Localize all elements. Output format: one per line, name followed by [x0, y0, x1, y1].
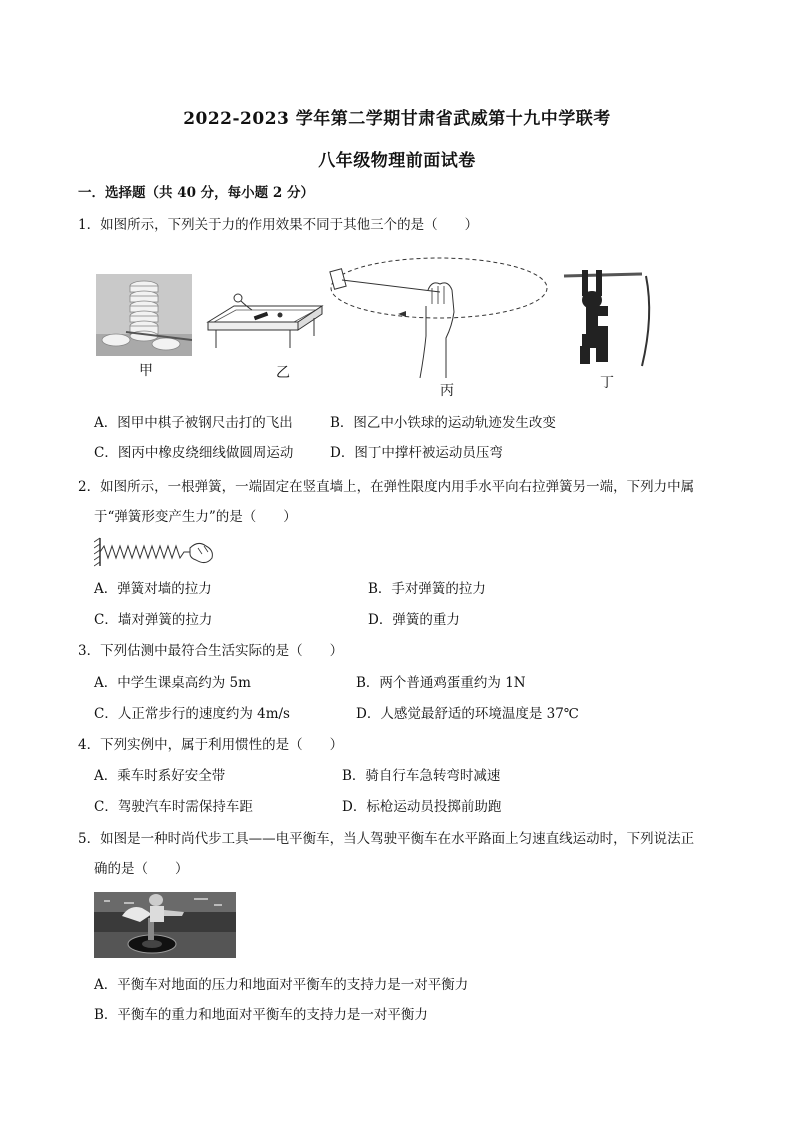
section-heading: 一．选择题（共 40 分，每小题 2 分）: [78, 185, 314, 201]
q1-stem: 1．如图所示，下列关于力的作用效果不同于其他三个的是（ ）: [78, 217, 479, 233]
q3-option-a[interactable]: A．中学生课桌高约为 5m: [94, 675, 251, 691]
q1-option-d[interactable]: D．图丁中撑杆被运动员压弯: [330, 445, 503, 461]
q5-option-a[interactable]: A．平衡车对地面的压力和地面对平衡车的支持力是一对平衡力: [94, 977, 469, 993]
q2-option-d[interactable]: D．弹簧的重力: [368, 612, 460, 628]
q5-stem-line1: 5．如图是一种时尚代步工具——电平衡车，当人驾驶平衡车在水平路面上匀速直线运动时，下列说法正: [78, 831, 695, 847]
q5-figure-balance-car: [94, 892, 236, 958]
q1-label-bing: 丙: [440, 383, 454, 399]
q1-label-yi: 乙: [276, 365, 290, 381]
q4-stem: 4．下列实例中，属于利用惯性的是（ ）: [78, 737, 344, 753]
q1-figure-jia: [96, 274, 192, 356]
q1-option-c[interactable]: C．图丙中橡皮绕细线做圆周运动: [94, 445, 294, 461]
q2-option-a[interactable]: A．弹簧对墙的拉力: [94, 581, 212, 597]
q4-option-c[interactable]: C．驾驶汽车时需保持车距: [94, 799, 253, 815]
q1-figure-yi: [206, 292, 324, 354]
q3-option-c[interactable]: C．人正常步行的速度约为 4m/s: [94, 706, 290, 722]
q3-option-b[interactable]: B．两个普通鸡蛋重约为 1N: [356, 675, 526, 691]
q2-option-c[interactable]: C．墙对弹簧的拉力: [94, 612, 213, 628]
q5-stem-line2: 确的是（ ）: [94, 861, 189, 877]
exam-title: 2022-2023 学年第二学期甘肃省武威第十九中学联考: [183, 109, 611, 129]
q2-stem-line2: 于“弹簧形变产生力”的是（ ）: [94, 509, 297, 525]
q1-label-ding: 丁: [600, 375, 614, 391]
q1-label-jia: 甲: [139, 363, 153, 379]
q2-figure-spring: [94, 536, 218, 568]
q4-option-b[interactable]: B．骑自行车急转弯时减速: [342, 768, 501, 784]
q3-stem: 3．下列估测中最符合生活实际的是（ ）: [78, 643, 344, 659]
q2-stem-line1: 2．如图所示，一根弹簧，一端固定在竖直墙上，在弹性限度内用手水平向右拉弹簧另一端，下列力中属: [78, 479, 695, 495]
q1-option-a[interactable]: A．图甲中棋子被钢尺击打的飞出: [94, 415, 293, 431]
q4-option-a[interactable]: A．乘车时系好安全带: [94, 768, 226, 784]
exam-subtitle: 八年级物理前面试卷: [318, 151, 476, 171]
q4-option-d[interactable]: D．标枪运动员投掷前助跑: [342, 799, 502, 815]
q1-figure-bing: [328, 246, 550, 378]
q2-option-b[interactable]: B．手对弹簧的拉力: [368, 581, 486, 597]
q1-option-b[interactable]: B．图乙中小铁球的运动轨迹发生改变: [330, 415, 556, 431]
q1-figure-ding: [562, 266, 660, 370]
q3-option-d[interactable]: D．人感觉最舒适的环境温度是 37℃: [356, 706, 579, 722]
q5-option-b[interactable]: B．平衡车的重力和地面对平衡车的支持力是一对平衡力: [94, 1007, 428, 1023]
